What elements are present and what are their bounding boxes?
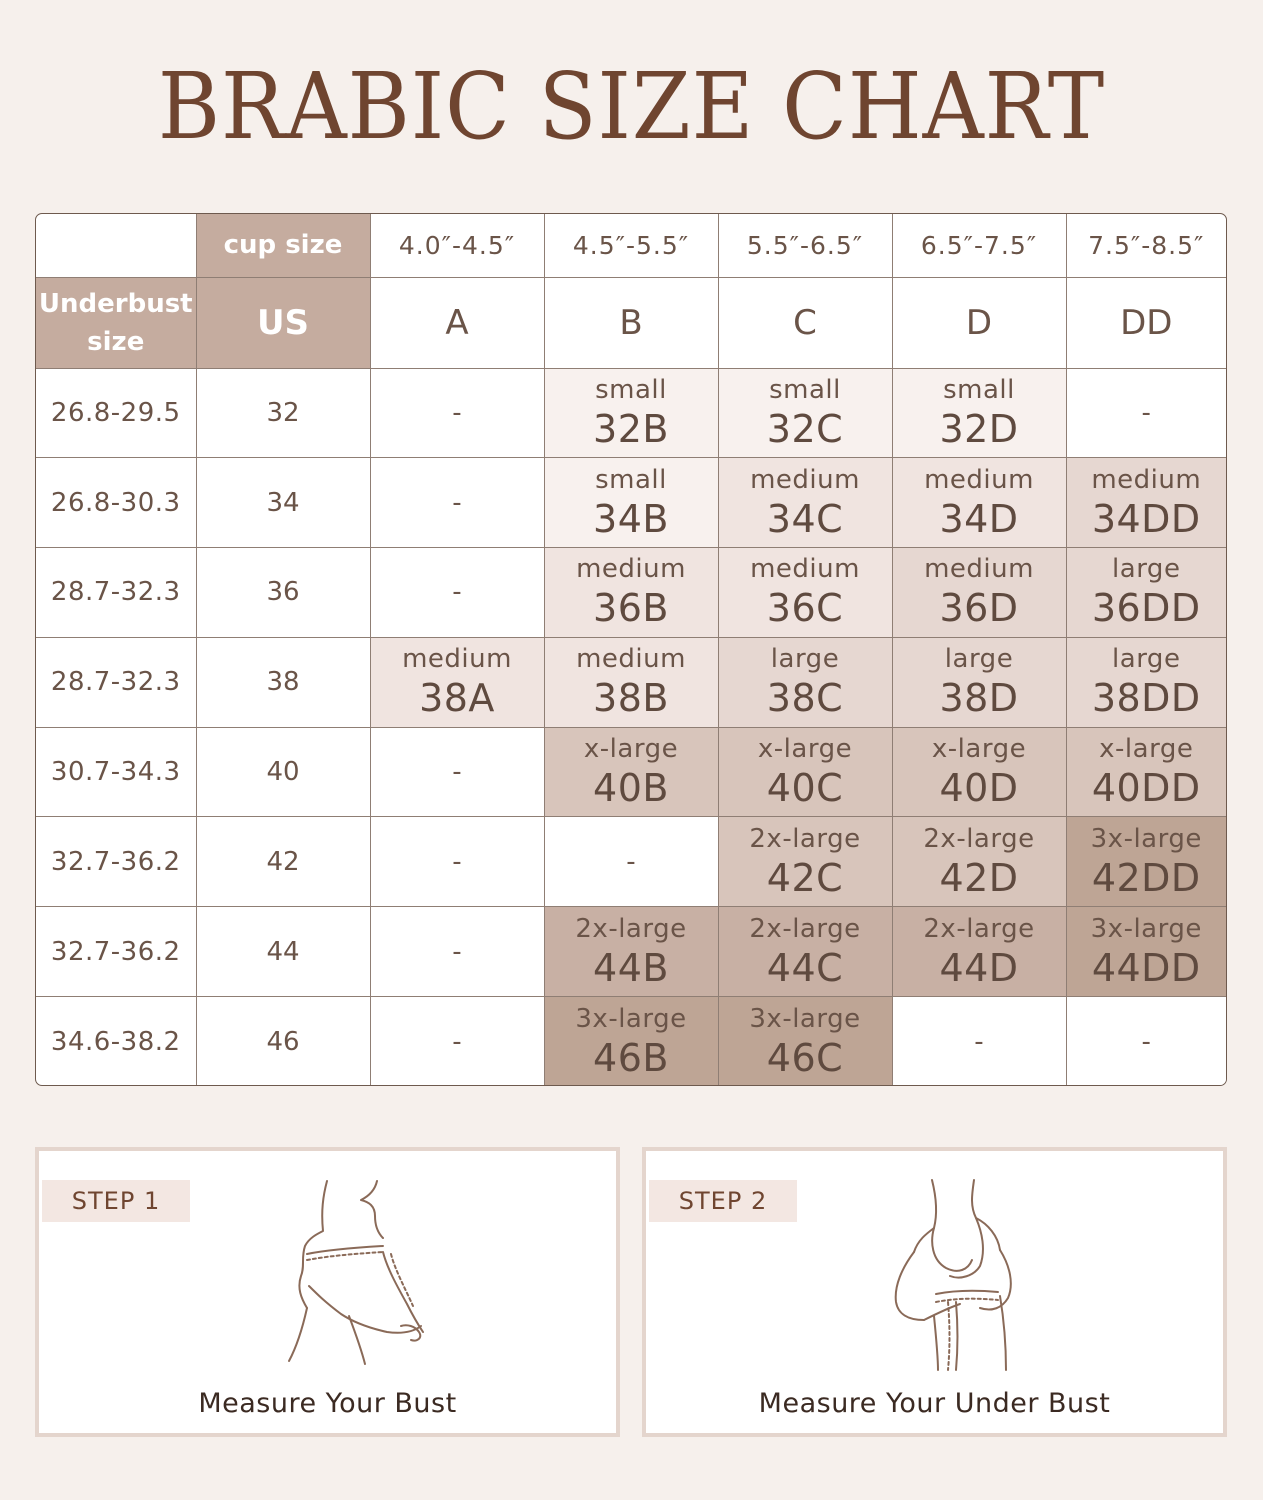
table-row [36,997,1226,1086]
us-band-value: 38 [196,637,370,727]
size-cell [544,637,718,727]
unavailable-dash: - [974,1026,984,1057]
unavailable-dash: - [452,846,462,877]
step-2-card [642,1147,1227,1437]
size-label: small [595,464,667,495]
size-label: medium [1091,464,1202,495]
size-code: 40B [593,766,669,811]
size-cell [544,727,718,817]
size-cell [370,727,544,817]
table-row [36,907,1226,997]
size-code: 32D [939,406,1019,451]
size-cell [370,637,544,727]
size-cell [370,548,544,638]
header-row-letters [36,277,1226,368]
size-cell [544,907,718,997]
size-code: 38D [939,676,1019,721]
size-label: small [943,374,1015,405]
size-cell [370,997,544,1086]
size-cell [718,997,892,1086]
size-label: small [769,374,841,405]
size-label: 3x-large [1090,823,1202,854]
size-cell [544,997,718,1086]
size-cell [892,548,1066,638]
cup-range-d: 6.5″-7.5″ [892,214,1066,277]
us-band-value: 32 [196,368,370,458]
measure-bust-illustration-icon [257,1176,437,1376]
unavailable-dash: - [626,846,636,877]
underbust-value: 32.7-36.2 [36,907,196,997]
us-band-value: 46 [196,997,370,1086]
cup-range-a: 4.0″-4.5″ [370,214,544,277]
unavailable-dash: - [452,757,462,788]
size-cell [718,548,892,638]
size-cell [544,458,718,548]
underbust-value: 30.7-34.3 [36,727,196,817]
size-code: 38C [766,676,844,721]
table-row [36,368,1226,458]
size-code: 44C [766,945,844,990]
underbust-size-label: Underbust size [36,277,196,368]
size-code: 40D [939,766,1019,811]
size-cell [544,817,718,907]
step-1-card [35,1147,620,1437]
size-code: 32B [593,406,669,451]
measure-under-bust-illustration-icon [864,1176,1044,1376]
size-label: medium [750,554,860,585]
size-cell [544,368,718,458]
size-cell [892,817,1066,907]
step-2-badge: STEP 2 [649,1180,797,1222]
underbust-value: 28.7-32.3 [36,548,196,638]
size-code: 40DD [1091,766,1201,811]
size-code: 42D [939,855,1019,900]
size-cell [1066,727,1226,817]
cup-letter-dd: DD [1066,277,1226,368]
size-code: 36B [593,586,669,631]
size-code: 36DD [1091,586,1201,631]
size-code: 40C [766,766,844,811]
size-code: 44B [593,945,669,990]
size-cell [1066,368,1226,458]
table-row [36,817,1226,907]
size-cell [892,458,1066,548]
unavailable-dash: - [452,936,462,967]
size-cell [718,368,892,458]
size-label: large [770,644,840,675]
step-2-caption: Measure Your Under Bust [758,1388,1111,1419]
cup-range-c: 5.5″-6.5″ [718,214,892,277]
us-band-value: 40 [196,727,370,817]
size-code: 34C [766,496,844,541]
unavailable-dash: - [1141,1026,1151,1057]
unavailable-dash: - [452,577,462,608]
size-cell [1066,458,1226,548]
size-code: 32C [766,406,844,451]
us-band-value: 42 [196,817,370,907]
page-title: BRABIC SIZE CHART [157,53,1106,160]
size-cell [1066,997,1226,1086]
size-label: 3x-large [749,1003,861,1034]
size-cell [718,637,892,727]
size-label: x-large [931,734,1027,765]
step-1-badge: STEP 1 [42,1180,190,1222]
unavailable-dash: - [452,487,462,518]
size-cell [892,727,1066,817]
size-code: 44D [939,945,1019,990]
unavailable-dash: - [452,1026,462,1057]
size-cell [1066,637,1226,727]
size-label: 2x-large [923,913,1035,944]
header-row-ranges [36,214,1226,277]
size-cell [718,727,892,817]
cup-letter-d: D [892,277,1066,368]
us-band-value: 36 [196,548,370,638]
size-cell [718,817,892,907]
underbust-value: 26.8-30.3 [36,458,196,548]
corner-cell [36,214,196,277]
underbust-value: 28.7-32.3 [36,637,196,727]
size-cell [892,997,1066,1086]
underbust-value: 26.8-29.5 [36,368,196,458]
size-label: small [595,374,667,405]
size-chart-table [35,213,1227,1086]
size-cell [718,458,892,548]
size-code: 34DD [1091,496,1201,541]
size-code: 46B [593,1035,669,1080]
size-label: 2x-large [749,823,861,854]
unavailable-dash: - [452,397,462,428]
size-label: 2x-large [923,823,1035,854]
table-row [36,637,1226,727]
size-cell [370,368,544,458]
size-cell [370,817,544,907]
us-band-value: 34 [196,458,370,548]
size-label: medium [402,644,512,675]
size-label: medium [750,464,860,495]
us-label: US [196,277,370,368]
size-label: medium [576,554,686,585]
underbust-value: 34.6-38.2 [36,997,196,1086]
size-label: 2x-large [575,913,687,944]
size-label: 2x-large [749,913,861,944]
size-cell [892,368,1066,458]
size-cell [1066,817,1226,907]
table-row [36,727,1226,817]
size-label: medium [924,554,1034,585]
size-table-grid [36,214,1226,1086]
cup-letter-b: B [544,277,718,368]
cup-letter-c: C [718,277,892,368]
size-code: 34D [939,496,1019,541]
size-code: 38B [593,676,669,721]
size-label: medium [924,464,1034,495]
cup-range-b: 4.5″-5.5″ [544,214,718,277]
size-code: 38A [419,676,495,721]
size-cell [1066,548,1226,638]
size-code: 38DD [1091,676,1201,721]
size-cell [1066,907,1226,997]
size-cell [370,907,544,997]
table-row [36,458,1226,548]
size-code: 46C [766,1035,844,1080]
size-code: 42DD [1091,855,1201,900]
size-label: x-large [583,734,679,765]
size-label: x-large [757,734,853,765]
size-label: large [944,644,1014,675]
cup-range-dd: 7.5″-8.5″ [1066,214,1226,277]
size-code: 36D [939,586,1019,631]
cup-letter-a: A [370,277,544,368]
size-label: large [1112,554,1181,585]
table-row [36,548,1226,638]
step-1-caption: Measure Your Bust [198,1388,457,1419]
size-cell [892,907,1066,997]
unavailable-dash: - [1141,397,1151,428]
size-label: 3x-large [1090,913,1202,944]
underbust-value: 32.7-36.2 [36,817,196,907]
size-cell [718,907,892,997]
size-label: 3x-large [575,1003,687,1034]
size-code: 42C [766,855,844,900]
size-label: medium [576,644,686,675]
size-code: 34B [593,496,669,541]
size-cell [544,548,718,638]
size-code: 44DD [1091,945,1201,990]
cup-size-label: cup size [196,214,370,277]
size-cell [370,458,544,548]
us-band-value: 44 [196,907,370,997]
size-code: 36C [766,586,844,631]
size-label: x-large [1099,734,1194,765]
size-cell [892,637,1066,727]
size-label: large [1112,644,1181,675]
